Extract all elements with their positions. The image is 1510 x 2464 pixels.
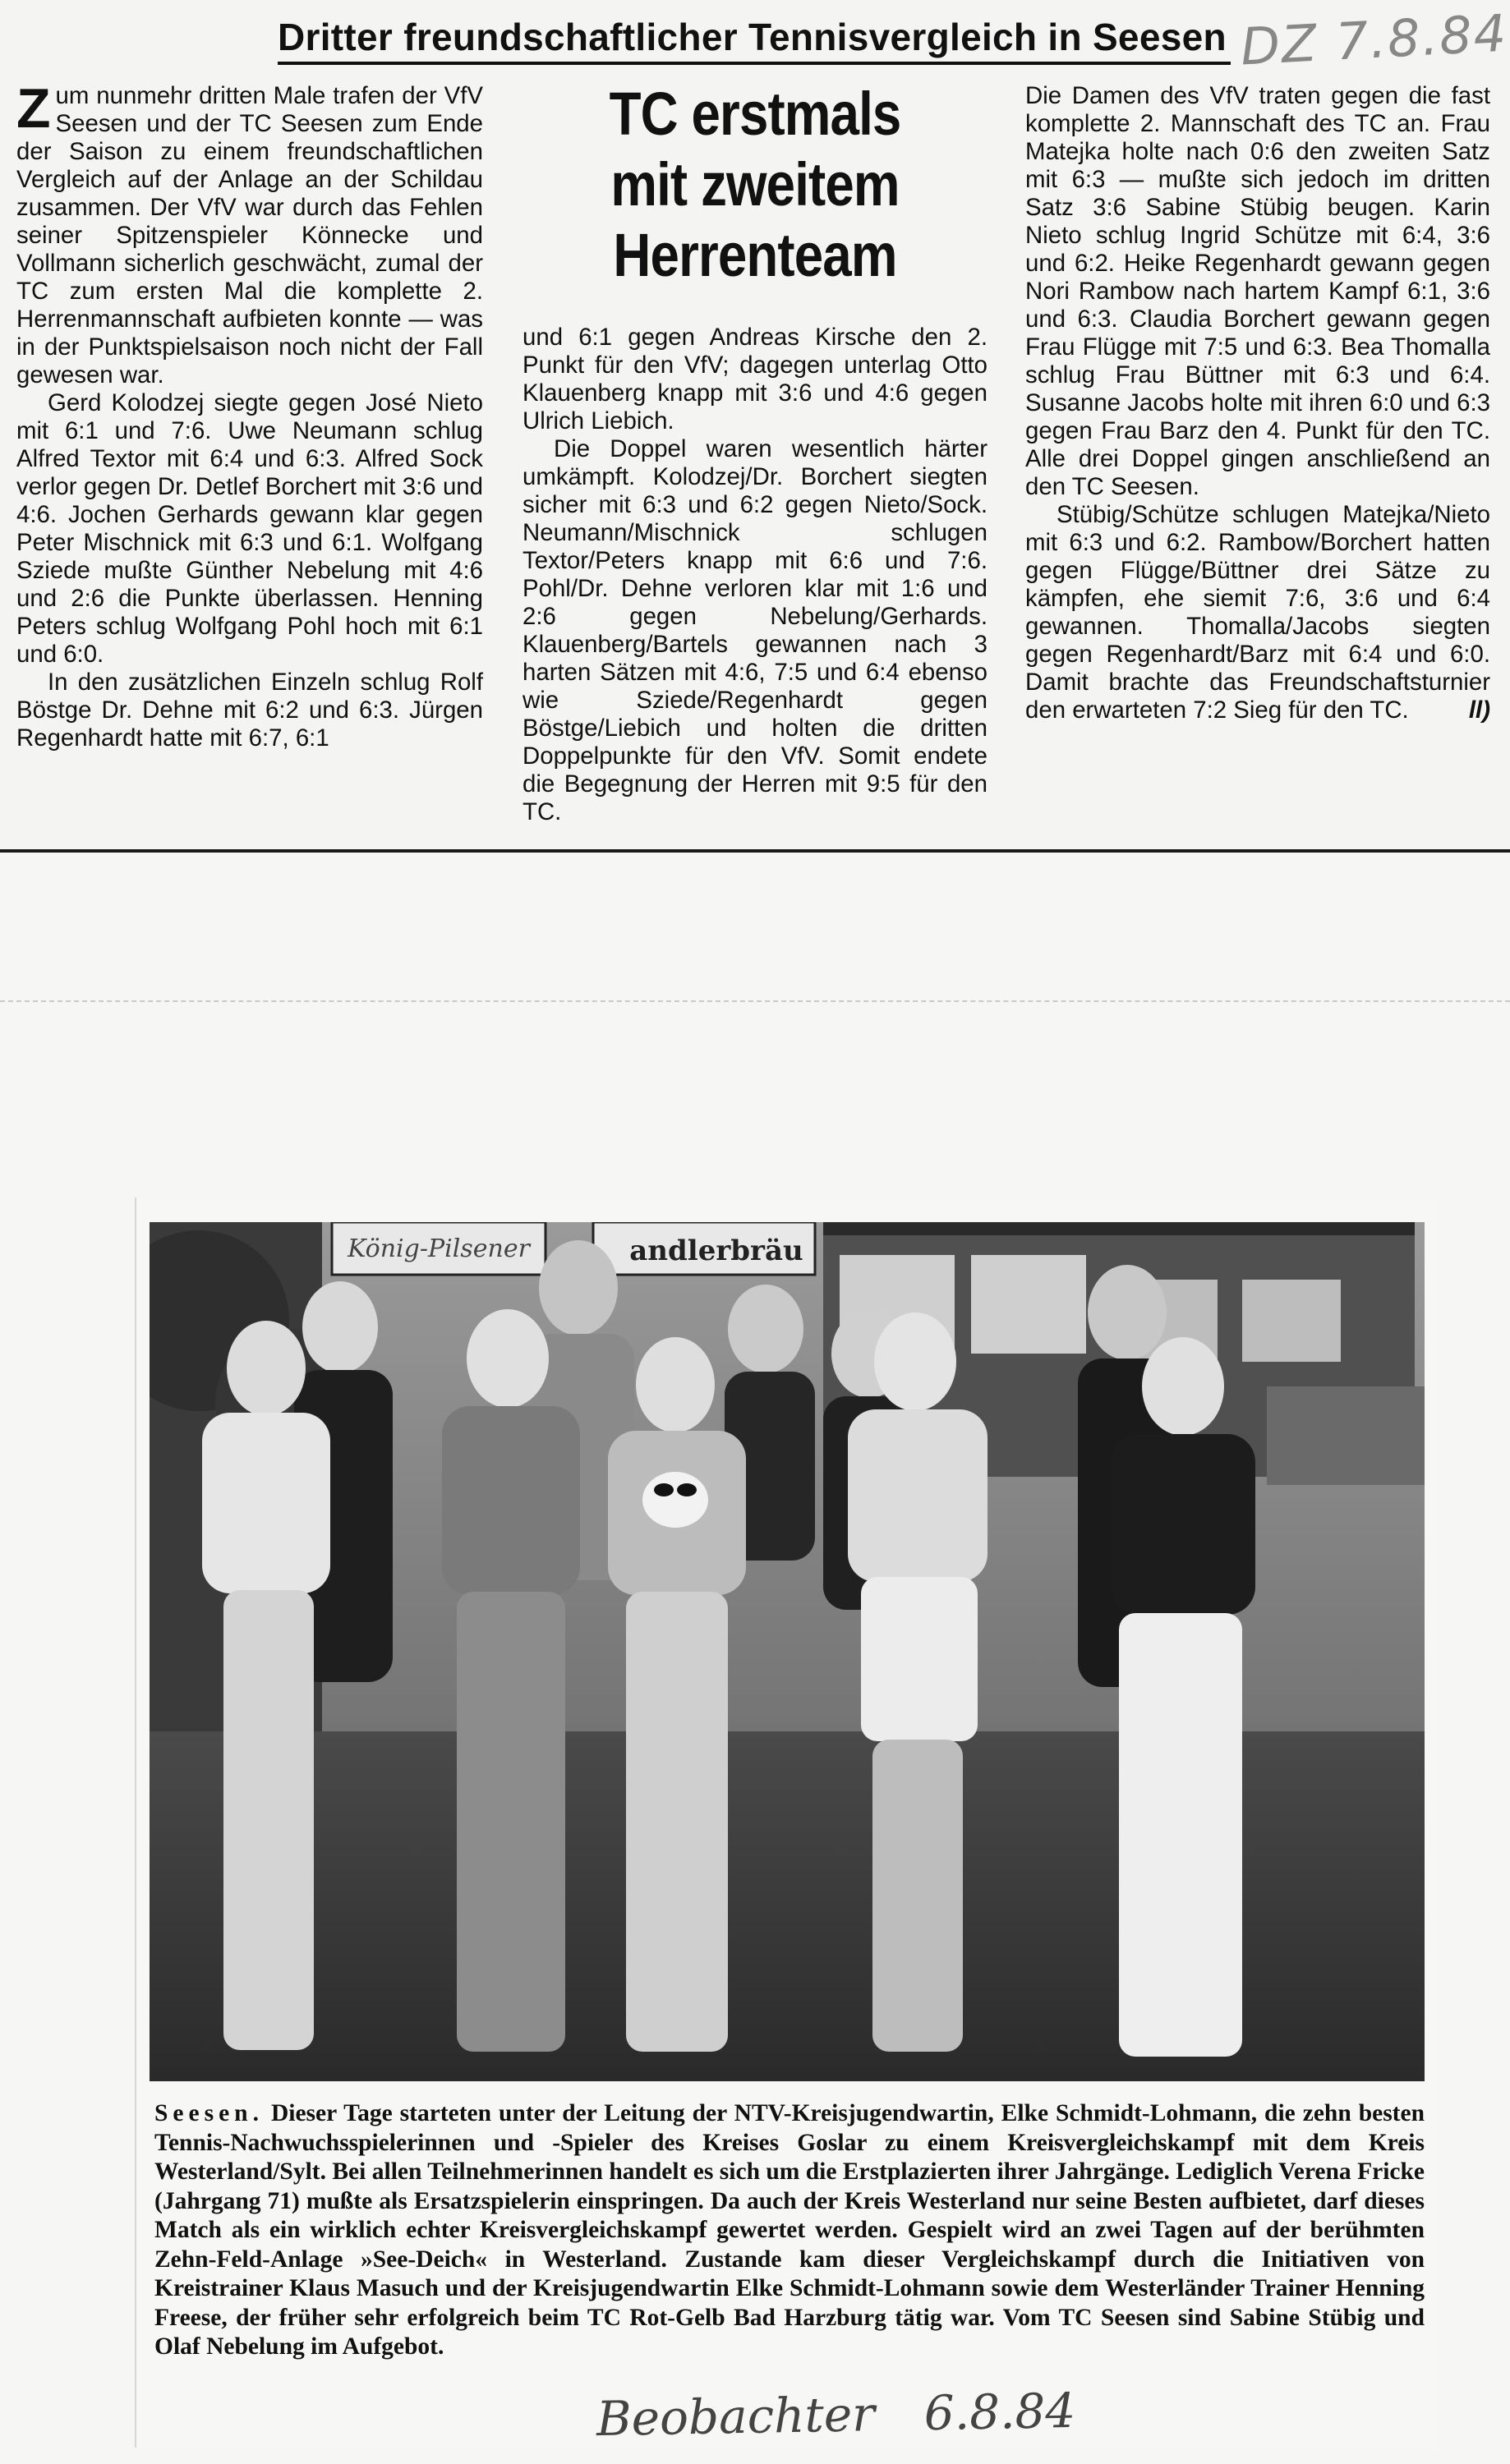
article-kicker: Dritter freundschaftlicher Tennisvergleich in Seesen — [278, 15, 1231, 65]
top-clipping — [0, 0, 1510, 853]
caption-text: Dieser Tage starteten unter der Leitung der NTV-Kreisjugendwartin, Elke Schmidt-Lohmann, die zehn besten Tennis-Nachwuchsspielerinnen und -Spieler des Kreises Goslar zu einem Kreisvergleichskampf mit dem Kreis Westerland/Sylt. Bei allen Teilnehmerinnen handelt es sich um die Erstplazierten ihrer Jahrgänge. Lediglich Verena Fricke (Jahrgang 71) mußte als Ersatzspielerin einspringen. Da auch der Kreis Westerland nur seine Besten aufbietet, darf dieses Match als ein wirklich echter Kreisvergleichskampf gewertet werden. Gespielt wird an zwei Tagen auf der berühmten Zehn-Feld-Anlage »See-Deich« in Westerland. Zustande kam dieser Vergleichskampf durch die Initiativen von Kreistrainer Klaus Masuch und der Kreisjugendwartin Elke Schmidt-Lohmann sowie dem Westerländer Trainer Henning Freese, der früher sehr erfolgreich beim TC Rot-Gelb Bad Harzburg tätig war. Vom TC Seesen sind Sabine Stübig und Olaf Nebelung im Aufgebot. — [154, 2100, 1425, 2360]
perforation-line — [0, 1000, 1510, 1002]
paragraph: In den zusätzlichen Einzeln schlug Rolf Böstge Dr. Dehne mit 6:2 und 6:3. Jürgen Regenhardt hatte mit 6:7, 6:1 — [16, 669, 483, 752]
article-headline: TC erstmals mit zweitem Herrenteam — [609, 80, 901, 289]
article-column-1 — [16, 77, 483, 752]
photo-caption — [154, 2099, 1425, 2362]
photo-sign-left-text: König-Pilsener — [348, 1234, 530, 1263]
handwritten-source: Beobachter — [596, 2386, 876, 2448]
handwritten-source-date — [596, 2383, 1075, 2447]
paragraph — [16, 77, 483, 389]
caption-dateline: Seesen. — [154, 2100, 264, 2126]
paragraph: Die Doppel waren wesentlich härter umkämpft. Kolodzej/Dr. Borchert siegten sicher mit 6:3 und 6:2 gegen Nieto/Sock. Neumann/Mischnick schlugen Textor/Peters knapp mit 6:6 und 7:6. Pohl/Dr. Dehne verloren klar mit 1:6 und 2:6 gegen Nebelung/Gerhards. Klauenberg/Bartels gewannen nach 3 harten Sätzen mit 4:6, 7:5 und 6:4 ebenso wie Sziede/Regenhardt gegen Böstge/Liebich und holten die dritten Doppelpunkte für den VfV. Somit endete die Begegnung der Herren mit 9:5 für den TC. — [523, 435, 987, 825]
drop-cap: Z — [16, 77, 51, 140]
article-column-2 — [523, 79, 987, 826]
paragraph-text: Stübig/Schütze schlugen Matejka/Nieto mit 6:3 und 6:2. Rambow/Borchert hatten gegen Flügge/Büttner drei Sätze zu kämpfen, ehe siemit 7:6, 3:6 und 6:4 gewannen. Thomalla/Jacobs siegten gegen Regenhardt/Barz mit 6:4 und 6:0. Damit brachte das Freundschaftsturnier den erwarteten 7:2 Sieg für den TC. — [1025, 501, 1490, 724]
photo-sign-right-text: andlerbräu — [629, 1234, 803, 1267]
handwritten-date-top: DZ 7.8.84 — [1239, 2, 1509, 77]
paragraph: Die Damen des VfV traten gegen die fast komplette 2. Mannschaft des TC an. Frau Matejka holte nach 0:6 den zweiten Satz mit 6:3 — mußte sich jedoch im dritten Satz 3:6 Sabine Stübig beugen. Karin Nieto schlug Ingrid Schütze mit 6:4, 3:6 und 6:2. Heike Regenhardt gewann gegen Nori Rambow nach hartem Kampf 6:1, 3:6 und 6:3. Claudia Borchert gewann gegen Frau Flügge mit 7:5 und 6:3. Bea Thomalla schlug Frau Büttner mit 6:3 und 6:4. Susanne Jacobs holte mit ihren 6:0 und 6:3 gegen Frau Barz den 4. Punkt für den TC. Alle drei Doppel gingen anschließend an den TC Seesen. — [1025, 82, 1490, 500]
team-photo — [150, 1222, 1425, 2081]
paragraph-text: um nunmehr dritten Male trafen der VfV Seesen und der TC Seesen zum Ende der Saison zu einem freundschaftlichen Vergleich auf der Anlage an der Schildau zusammen. Der VfV war durch das Fehlen seiner Spitzenspieler Könnecke und Vollmann sicherlich geschwächt, zumal der TC zum ersten Mal die komplette 2. Herrenmannschaft aufbieten konnte — was in der Punktspielsaison noch nicht der Fall gewesen war. — [16, 82, 483, 388]
paragraph: und 6:1 gegen Andreas Kirsche den 2. Punkt für den VfV; dagegen unterlag Otto Klauenberg knapp mit 3:6 und 4:6 gegen Ulrich Liebich. — [523, 324, 987, 434]
team-photo-illustration — [150, 1222, 1425, 2081]
handwritten-date-bottom: 6.8.84 — [923, 2382, 1076, 2442]
paragraph: Gerd Kolodzej siegte gegen José Nieto mit 6:1 und 7:6. Uwe Neumann schlug Alfred Textor mit 6:4 und 6:3. Alfred Sock verlor gegen Dr. Detlef Borchert mit 3:6 und 4:6. Jochen Gerhards gewann klar gegen Peter Mischnick mit 6:3 und 6:1. Wolfgang Sziede mußte Günther Nebelung mit 4:6 und 2:6 die Punkte überlassen. Henning Peters schlug Wolfgang Pohl hoch mit 6:1 und 6:0. — [16, 389, 483, 668]
paragraph — [1025, 501, 1490, 724]
author-initials: ll) — [1468, 696, 1490, 724]
article-column-3 — [1025, 82, 1490, 724]
bottom-clipping — [135, 1198, 1436, 2448]
